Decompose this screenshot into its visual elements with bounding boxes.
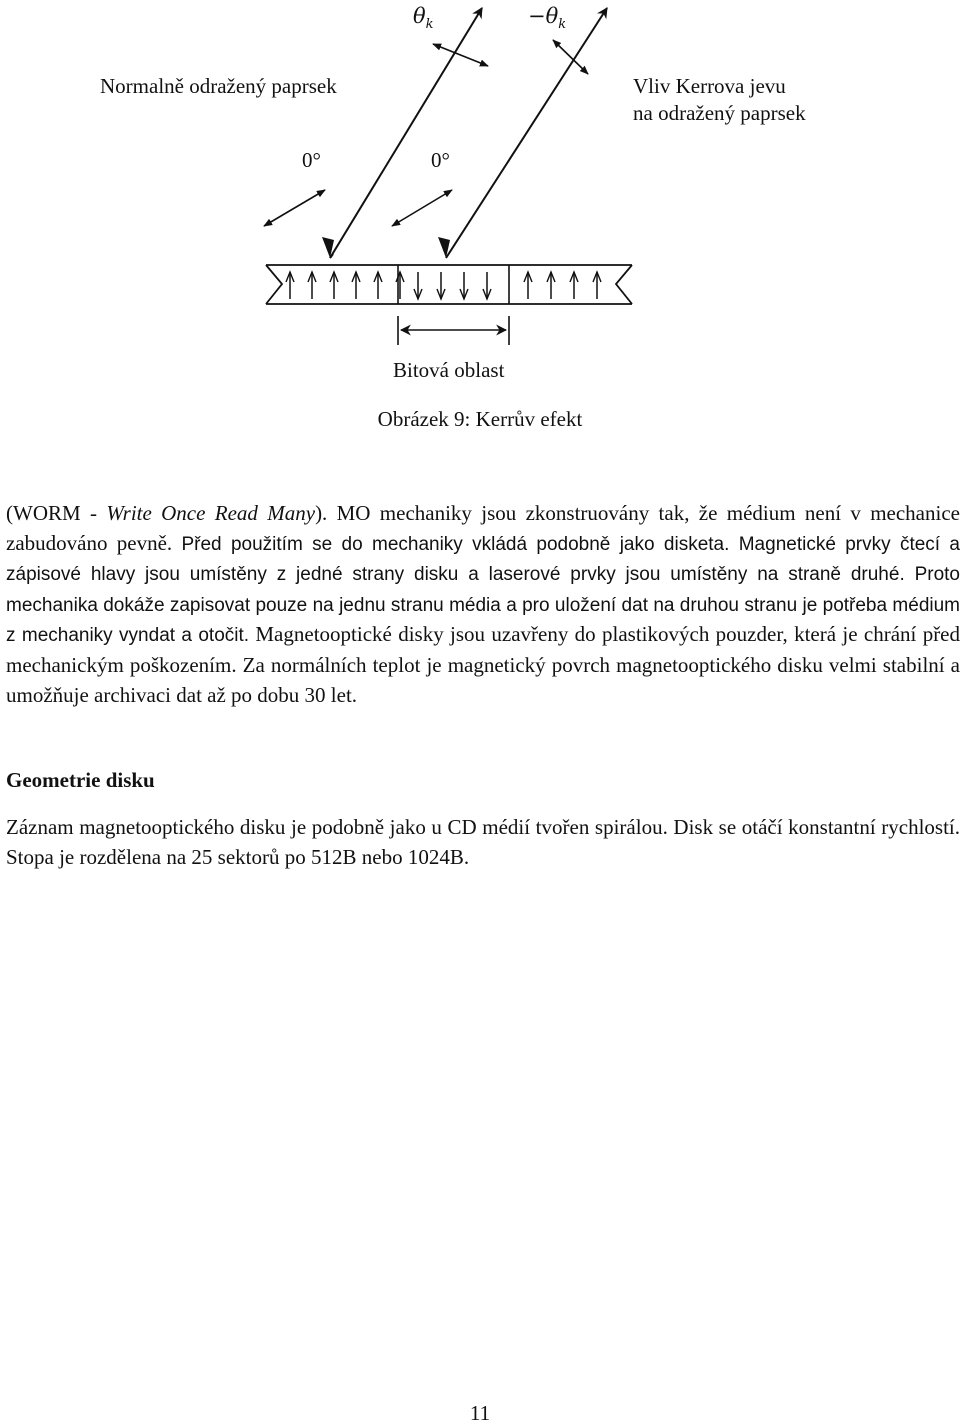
bit-area-label: Bitová oblast (393, 358, 505, 382)
figure-caption: Obrázek 9: Kerrův efekt (377, 407, 583, 431)
medium-right-break (616, 265, 632, 304)
paragraph-worm-sans-part: Před použitím se do mechaniky vkládá podobně jako disketa. Magnetické prvky čtecí a zápisové hlavy jsou umístěny z jedné strany disku a laserové prvky jsou umístěny na straně druhé. Proto mechanika dokáže zapisovat pouze na jednu stranu média a pro uložení dat na druhou stranu je potřeba médium z mechaniky vyndat a otočit. (6, 533, 960, 647)
kerr-label-line2: na odražený paprsek (633, 101, 806, 125)
beam-right (446, 8, 607, 258)
polarization-theta-left (433, 44, 488, 66)
paragraph-worm-part1: (WORM - (6, 501, 107, 525)
minus-theta-k-label: $-\theta_k$ (528, 4, 567, 33)
medium-left-break (266, 265, 282, 304)
paragraph-worm (6, 499, 960, 710)
page-number: 11 (469, 1401, 491, 1425)
section-heading: Geometrie disku (6, 768, 155, 792)
paragraph-worm-part3: ). MO mechaniky jsou zkonstruovány tak, že médium není v mechanice zabudováno pevně. (6, 501, 960, 555)
normal-beam-label: Normalně odražený paprsek (100, 74, 337, 98)
beam-left (330, 8, 482, 258)
kerr-label-line1: Vliv Kerrova jevu (633, 74, 786, 98)
paragraph-geometry: Záznam magnetooptického disku je podobně jako u CD médií tvořen spirálou. Disk se otáčí konstantní rychlostí. Stopa je rozdělena na 25 sektorů po 512B nebo 1024B. (6, 815, 960, 869)
polarization-zero-right (392, 190, 452, 226)
zero-degree-left-label: 0° (302, 148, 321, 172)
paragraph-worm-italic: Write Once Read Many (106, 501, 316, 525)
zero-degree-right-label: 0° (431, 148, 450, 172)
kerr-effect-figure (0, 0, 960, 400)
magnetization-arrows (286, 272, 601, 299)
kerr-diagram (0, 0, 960, 400)
theta-k-label: $\theta_k$ (413, 4, 434, 33)
polarization-zero-left (264, 190, 325, 226)
paragraph-worm-part5: Magnetooptické disky jsou uzavřeny do plastikových pouzder, která je chrání před mechanickým poškozením. Za normálních teplot je magnetický povrch magnetooptického disku velmi stabilní a umožňuje archivaci dat až po dobu 30 let. (6, 622, 960, 707)
